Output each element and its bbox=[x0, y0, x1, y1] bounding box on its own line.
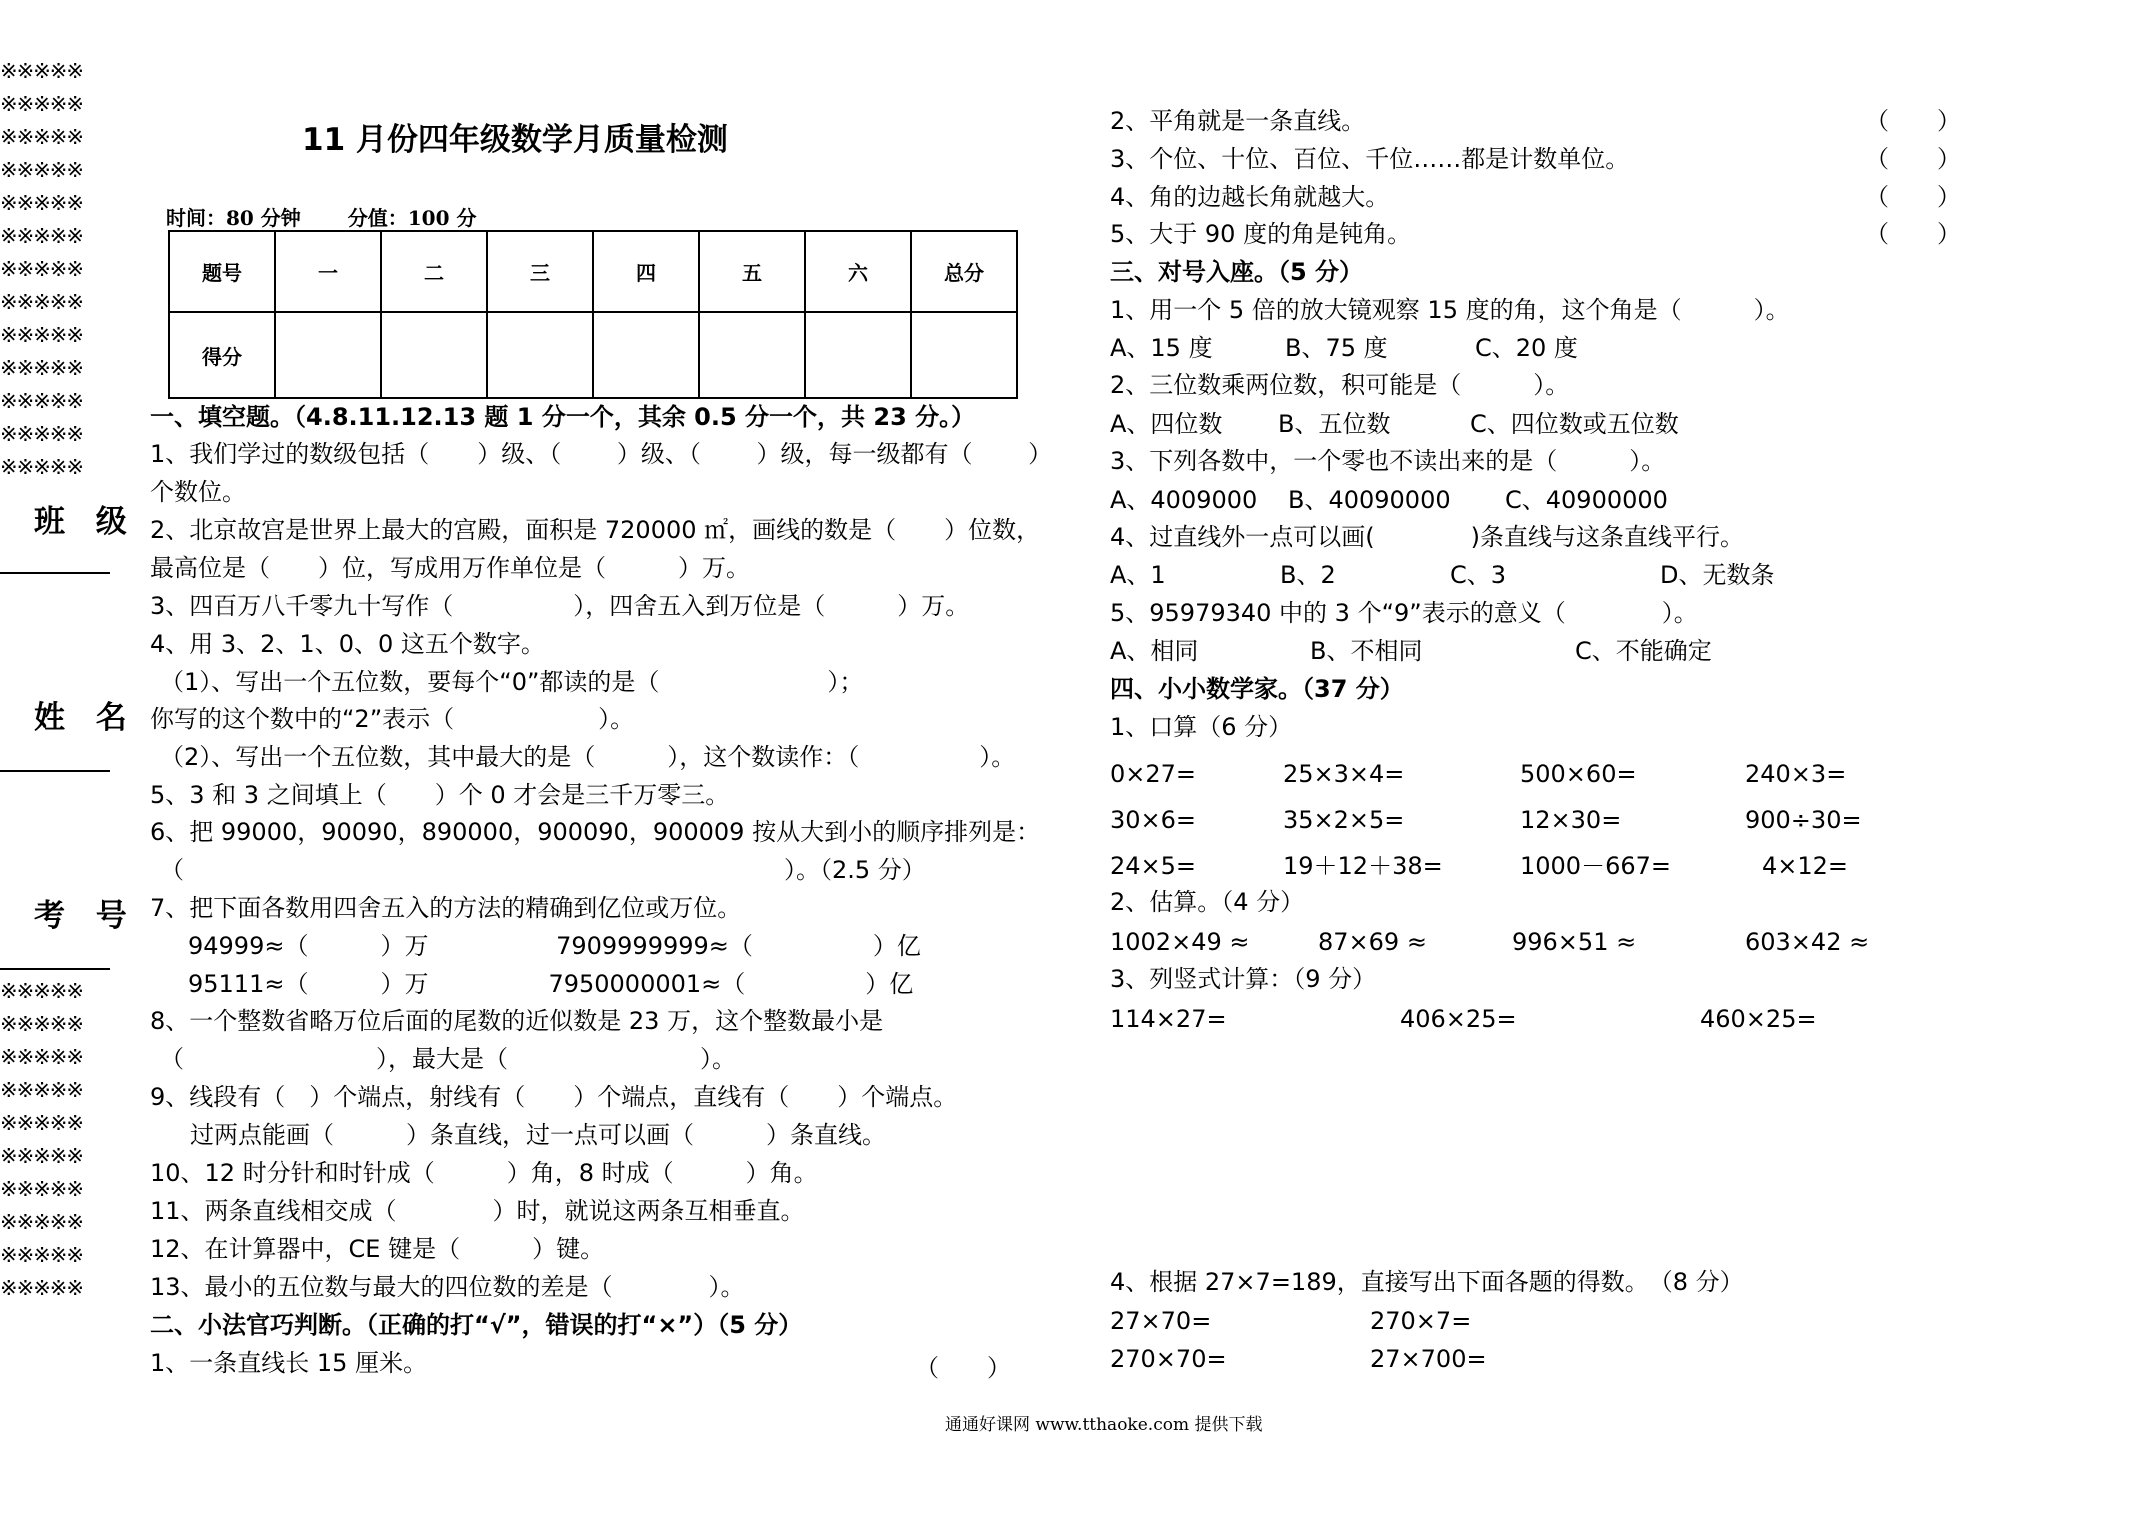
star-row: ※※※※※ bbox=[0, 1078, 83, 1102]
oral-calc-item[interactable]: 0×27= bbox=[1110, 760, 1197, 788]
score-input-cell[interactable] bbox=[699, 312, 805, 398]
page-footer: 通通好课网 www.tthaoke.com 提供下载 bbox=[945, 1415, 1263, 1435]
question-line: 95111≈（ ）万 7950000001≈（ ）亿 bbox=[188, 970, 914, 998]
question-line: 8、一个整数省略万位后面的尾数的近似数是 23 万，这个整数最小是 bbox=[150, 1007, 884, 1035]
score-header-cell: 二 bbox=[381, 231, 487, 312]
estimate-item[interactable]: 603×42 ≈ bbox=[1745, 928, 1870, 956]
question-line: 94999≈（ ）万 7909999999≈（ ）亿 bbox=[188, 932, 921, 960]
choice-option[interactable]: B、五位数 bbox=[1278, 410, 1391, 438]
name-line[interactable] bbox=[0, 770, 110, 772]
score-header-cell: 一 bbox=[275, 231, 381, 312]
star-row: ※※※※※ bbox=[0, 191, 83, 215]
oral-calc-item[interactable]: 240×3= bbox=[1745, 760, 1847, 788]
star-row: ※※※※※ bbox=[0, 92, 83, 116]
oral-calc-item[interactable]: 500×60= bbox=[1520, 760, 1637, 788]
score-value-row bbox=[169, 312, 1017, 398]
oral-calc-heading: 1、口算（6 分） bbox=[1110, 713, 1293, 741]
star-row: ※※※※※ bbox=[0, 290, 83, 314]
oral-calc-item[interactable]: 12×30= bbox=[1520, 806, 1622, 834]
star-row: ※※※※※ bbox=[0, 125, 83, 149]
question-line: （ ），最大是（ ）。 bbox=[160, 1045, 736, 1073]
judge-question: 5、大于 90 度的角是钝角。 bbox=[1110, 220, 1412, 248]
oral-calc-item[interactable]: 25×3×4= bbox=[1283, 760, 1405, 788]
section-4-heading: 四、小小数学家。（37 分） bbox=[1110, 675, 1404, 703]
star-row: ※※※※※ bbox=[0, 356, 83, 380]
score-input-cell[interactable] bbox=[911, 312, 1017, 398]
judge-answer-paren[interactable]: （ ） bbox=[1865, 220, 1961, 248]
score-header-row bbox=[169, 231, 1017, 312]
question-line: 11、两条直线相交成（ ）时，就说这两条互相垂直。 bbox=[150, 1197, 805, 1225]
question-line: 9、线段有（ ）个端点，射线有（ ）个端点，直线有（ ）个端点。 bbox=[150, 1083, 958, 1111]
question-line: 7、把下面各数用四舍五入的方法的精确到亿位或万位。 bbox=[150, 894, 742, 922]
decorative-stars-top bbox=[0, 55, 110, 484]
question-line: 最高位是（ ）位，写成用万作单位是（ ）万。 bbox=[150, 554, 750, 582]
question-line: 6、把 99000，90090，890000，900090，900009 按从大到小的顺序排列是： bbox=[150, 818, 1041, 846]
choice-question: 3、下列各数中，一个零也不读出来的是（ ）。 bbox=[1110, 447, 1666, 475]
direct-calc-item[interactable]: 27×700= bbox=[1370, 1345, 1487, 1373]
question-line: 1、一条直线长 15 厘米。 bbox=[150, 1349, 428, 1377]
question-line: 过两点能画（ ）条直线，过一点可以画（ ）条直线。 bbox=[190, 1121, 886, 1149]
choice-option[interactable]: C、不能确定 bbox=[1575, 637, 1712, 665]
estimate-heading: 2、估算。（4 分） bbox=[1110, 888, 1305, 916]
score-header-cell: 总分 bbox=[911, 231, 1017, 312]
choice-option[interactable]: B、75 度 bbox=[1285, 334, 1388, 362]
question-line: 10、12 时分针和时针成（ ）角，8 时成（ ）角。 bbox=[150, 1159, 818, 1187]
question-line: 1、我们学过的数级包括（ ）级、（ ）级、（ ）级，每一级都有（ ） bbox=[150, 440, 1053, 468]
score-header-cell: 题号 bbox=[169, 231, 275, 312]
direct-calc-item[interactable]: 27×70= bbox=[1110, 1307, 1212, 1335]
judge-answer-paren[interactable]: （ ） bbox=[1865, 145, 1961, 173]
direct-calc-item[interactable]: 270×70= bbox=[1110, 1345, 1227, 1373]
class-label: 班 级 bbox=[34, 504, 137, 540]
star-row: ※※※※※ bbox=[0, 1111, 83, 1135]
star-row: ※※※※※ bbox=[0, 1177, 83, 1201]
score-header-cell: 三 bbox=[487, 231, 593, 312]
judge-question: 4、角的边越长角就越大。 bbox=[1110, 183, 1390, 211]
oral-calc-item[interactable]: 19＋12＋38= bbox=[1283, 852, 1443, 880]
estimate-item[interactable]: 87×69 ≈ bbox=[1318, 928, 1427, 956]
page-title: 11 月份四年级数学月质量检测 bbox=[302, 122, 728, 158]
name-label: 姓 名 bbox=[34, 700, 137, 736]
choice-option[interactable]: B、不相同 bbox=[1310, 637, 1423, 665]
section-2-heading: 二、小法官巧判断。（正确的打“√”，错误的打“×”）（5 分） bbox=[150, 1311, 803, 1339]
vertical-calc-item[interactable]: 114×27= bbox=[1110, 1005, 1227, 1033]
score-table bbox=[168, 230, 1018, 399]
star-row: ※※※※※ bbox=[0, 1210, 83, 1234]
choice-question: 1、用一个 5 倍的放大镜观察 15 度的角，这个角是（ ）。 bbox=[1110, 296, 1790, 324]
score-input-cell[interactable] bbox=[275, 312, 381, 398]
score-header-cell: 四 bbox=[593, 231, 699, 312]
oral-calc-item[interactable]: 1000－667= bbox=[1520, 852, 1671, 880]
choice-option[interactable]: C、40900000 bbox=[1505, 486, 1668, 514]
estimate-item[interactable]: 1002×49 ≈ bbox=[1110, 928, 1250, 956]
score-row-label: 得分 bbox=[169, 312, 275, 398]
judge-answer-paren[interactable]: （ ） bbox=[1865, 183, 1961, 211]
star-row: ※※※※※ bbox=[0, 1243, 83, 1267]
score-input-cell[interactable] bbox=[805, 312, 911, 398]
oral-calc-item[interactable]: 24×5= bbox=[1110, 852, 1197, 880]
star-row: ※※※※※ bbox=[0, 257, 83, 281]
vertical-calc-item[interactable]: 406×25= bbox=[1400, 1005, 1517, 1033]
oral-calc-item[interactable]: 900÷30= bbox=[1745, 806, 1862, 834]
question-line: 12、在计算器中，CE 键是（ ）键。 bbox=[150, 1235, 605, 1263]
star-row: ※※※※※ bbox=[0, 979, 83, 1003]
question-line: 3、四百万八千零九十写作（ ），四舍五入到万位是（ ）万。 bbox=[150, 592, 970, 620]
question-line: （1）、写出一个五位数，要每个“0”都读的是（ ）； bbox=[160, 668, 864, 696]
judge-question: 3、个位、十位、百位、千位……都是计数单位。 bbox=[1110, 145, 1630, 173]
question-line: 个数位。 bbox=[150, 478, 246, 506]
question-line: 2、北京故宫是世界上最大的宫殿，面积是 720000 ㎡，画线的数是（ ）位数， bbox=[150, 516, 1041, 544]
choice-option[interactable]: D、无数条 bbox=[1660, 561, 1775, 589]
oral-calc-item[interactable]: 30×6= bbox=[1110, 806, 1197, 834]
score-input-cell[interactable] bbox=[593, 312, 699, 398]
choice-question: 2、三位数乘两位数，积可能是（ ）。 bbox=[1110, 371, 1570, 399]
star-row: ※※※※※ bbox=[0, 455, 83, 479]
choice-option[interactable]: A、1 bbox=[1110, 561, 1166, 589]
question-line: 5、3 和 3 之间填上（ ）个 0 才会是三千万零三。 bbox=[150, 781, 730, 809]
star-row: ※※※※※ bbox=[0, 224, 83, 248]
choice-option[interactable]: A、4009000 bbox=[1110, 486, 1258, 514]
choice-option[interactable]: C、3 bbox=[1450, 561, 1507, 589]
star-row: ※※※※※ bbox=[0, 158, 83, 182]
vertical-calc-item[interactable]: 460×25= bbox=[1700, 1005, 1817, 1033]
exam-id-label: 考 号 bbox=[34, 898, 137, 934]
score-header-cell: 六 bbox=[805, 231, 911, 312]
star-row: ※※※※※ bbox=[0, 1276, 83, 1300]
judge-1-paren[interactable]: （ ） bbox=[915, 1354, 1011, 1382]
star-row: ※※※※※ bbox=[0, 59, 83, 83]
section-3-heading: 三、对号入座。（5 分） bbox=[1110, 258, 1364, 286]
direct-calc-heading: 4、根据 27×7=189，直接写出下面各题的得数。 （8 分） bbox=[1110, 1268, 1744, 1296]
exam-id-line[interactable] bbox=[0, 968, 110, 970]
exam-meta: 时间：80 分钟 分值：100 分 bbox=[166, 206, 477, 230]
choice-option[interactable]: C、四位数或五位数 bbox=[1470, 410, 1679, 438]
score-input-cell[interactable] bbox=[487, 312, 593, 398]
oral-calc-item[interactable]: 35×2×5= bbox=[1283, 806, 1405, 834]
question-line: 你写的这个数中的“2”表示（ ）。 bbox=[150, 705, 635, 733]
choice-option[interactable]: B、2 bbox=[1280, 561, 1336, 589]
question-line: 13、最小的五位数与最大的四位数的差是（ ）。 bbox=[150, 1273, 745, 1301]
choice-option[interactable]: B、40090000 bbox=[1288, 486, 1451, 514]
star-row: ※※※※※ bbox=[0, 1012, 83, 1036]
judge-question: 2、平角就是一条直线。 bbox=[1110, 107, 1366, 135]
oral-calc-item[interactable]: 4×12= bbox=[1762, 852, 1849, 880]
section-1-heading: 一、填空题。（4.8.11.12.13 题 1 分一个，其余 0.5 分一个，共 23 分。） bbox=[150, 403, 976, 431]
score-header-cell: 五 bbox=[699, 231, 805, 312]
choice-question: 5、95979340 中的 3 个“9”表示的意义（ ）。 bbox=[1110, 599, 1698, 627]
estimate-item[interactable]: 996×51 ≈ bbox=[1512, 928, 1637, 956]
judge-answer-paren[interactable]: （ ） bbox=[1865, 107, 1961, 135]
question-line: 4、用 3、2、1、0、0 这五个数字。 bbox=[150, 630, 545, 658]
class-line[interactable] bbox=[0, 572, 110, 574]
star-row: ※※※※※ bbox=[0, 323, 83, 347]
star-row: ※※※※※ bbox=[0, 389, 83, 413]
decorative-stars-bottom bbox=[0, 975, 110, 1305]
star-row: ※※※※※ bbox=[0, 1144, 83, 1168]
star-row: ※※※※※ bbox=[0, 422, 83, 446]
choice-question: 4、过直线外一点可以画( )条直线与这条直线平行。 bbox=[1110, 523, 1744, 551]
direct-calc-item[interactable]: 270×7= bbox=[1370, 1307, 1472, 1335]
choice-option[interactable]: A、15 度 bbox=[1110, 334, 1213, 362]
question-line: （ ）。（2.5 分） bbox=[160, 856, 926, 884]
vertical-calc-heading: 3、列竖式计算：（9 分） bbox=[1110, 965, 1377, 993]
choice-option[interactable]: C、20 度 bbox=[1475, 334, 1578, 362]
choice-option[interactable]: A、相同 bbox=[1110, 637, 1199, 665]
question-line: （2）、写出一个五位数，其中最大的是（ ），这个数读作：（ ）。 bbox=[160, 743, 1016, 771]
star-row: ※※※※※ bbox=[0, 1045, 83, 1069]
score-input-cell[interactable] bbox=[381, 312, 487, 398]
choice-option[interactable]: A、四位数 bbox=[1110, 410, 1223, 438]
